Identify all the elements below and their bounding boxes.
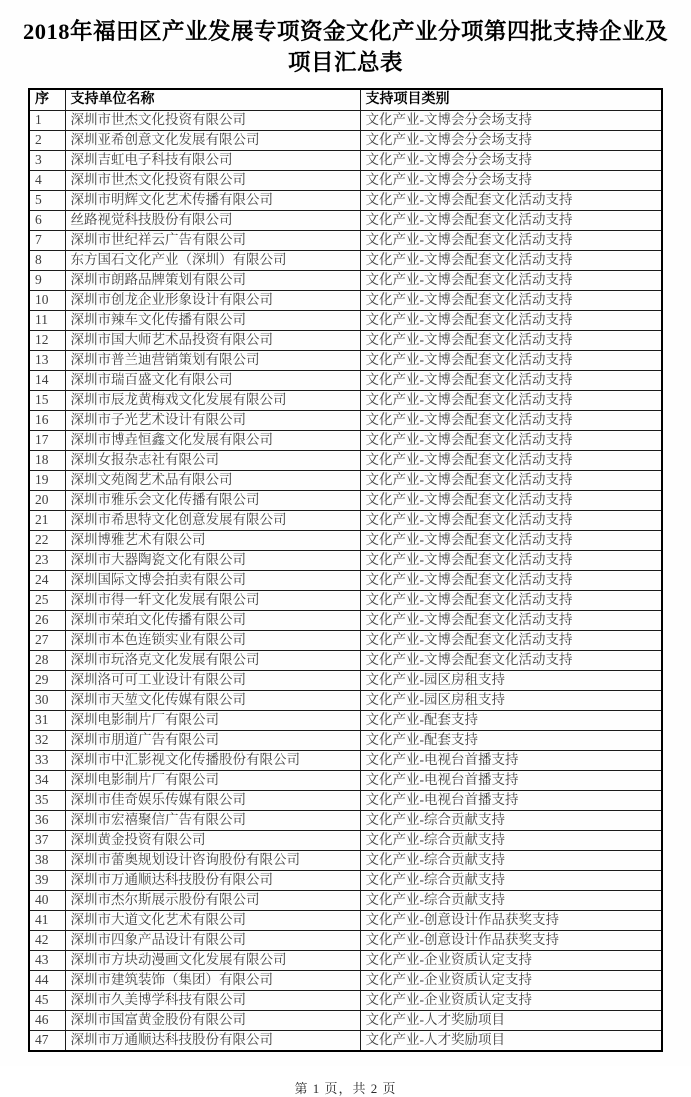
company-name: 深圳市万通顺达科技股份有限公司 — [65, 870, 360, 890]
row-number: 9 — [29, 270, 65, 290]
company-name: 深圳市普兰迪营销策划有限公司 — [65, 350, 360, 370]
project-category: 文化产业-文博会配套文化活动支持 — [360, 570, 662, 590]
table-row — [29, 830, 662, 850]
table-row — [29, 130, 662, 150]
row-number: 44 — [29, 970, 65, 990]
company-name: 深圳黄金投资有限公司 — [65, 830, 360, 850]
company-name: 深圳国际文博会拍卖有限公司 — [65, 570, 360, 590]
table-row — [29, 910, 662, 930]
project-category: 文化产业-电视台首播支持 — [360, 770, 662, 790]
row-number: 3 — [29, 150, 65, 170]
project-category: 文化产业-文博会配套文化活动支持 — [360, 430, 662, 450]
row-number: 34 — [29, 770, 65, 790]
table-row — [29, 490, 662, 510]
row-number: 20 — [29, 490, 65, 510]
company-name: 深圳市朋道广告有限公司 — [65, 730, 360, 750]
row-number: 22 — [29, 530, 65, 550]
row-number: 32 — [29, 730, 65, 750]
company-name: 深圳市博垚恒鑫文化发展有限公司 — [65, 430, 360, 450]
project-category: 文化产业-文博会配套文化活动支持 — [360, 450, 662, 470]
company-name: 深圳文苑阁艺术品有限公司 — [65, 470, 360, 490]
row-number: 29 — [29, 670, 65, 690]
table-row — [29, 670, 662, 690]
company-name: 深圳市瑞百盛文化有限公司 — [65, 370, 360, 390]
page-title: 2018年福田区产业发展专项资金文化产业分项第四批支持企业及项目汇总表 — [22, 19, 668, 76]
row-number: 19 — [29, 470, 65, 490]
table-row — [29, 530, 662, 550]
row-number: 47 — [29, 1030, 65, 1051]
company-name: 深圳市宏禧聚信广告有限公司 — [65, 810, 360, 830]
row-number: 35 — [29, 790, 65, 810]
project-category: 文化产业-文博会配套文化活动支持 — [360, 510, 662, 530]
company-name: 深圳市世杰文化投资有限公司 — [65, 110, 360, 130]
row-number: 10 — [29, 290, 65, 310]
table-row — [29, 230, 662, 250]
project-category: 文化产业-文博会配套文化活动支持 — [360, 230, 662, 250]
row-number: 16 — [29, 410, 65, 430]
company-name: 深圳市建筑装饰（集团）有限公司 — [65, 970, 360, 990]
company-name: 深圳市国大师艺术品投资有限公司 — [65, 330, 360, 350]
company-name: 深圳电影制片厂有限公司 — [65, 710, 360, 730]
project-category: 文化产业-文博会配套文化活动支持 — [360, 530, 662, 550]
company-name: 深圳亚希创意文化发展有限公司 — [65, 130, 360, 150]
row-number: 17 — [29, 430, 65, 450]
table-row — [29, 370, 662, 390]
project-category: 文化产业-文博会配套文化活动支持 — [360, 610, 662, 630]
table-row — [29, 930, 662, 950]
table-row — [29, 570, 662, 590]
table-row — [29, 410, 662, 430]
row-number: 27 — [29, 630, 65, 650]
row-number: 4 — [29, 170, 65, 190]
company-name: 深圳市蕾奥规划设计咨询股份有限公司 — [65, 850, 360, 870]
row-number: 18 — [29, 450, 65, 470]
project-category: 文化产业-综合贡献支持 — [360, 890, 662, 910]
summary-table — [28, 88, 663, 1052]
header-seq: 序 — [29, 89, 65, 110]
row-number: 13 — [29, 350, 65, 370]
row-number: 37 — [29, 830, 65, 850]
project-category: 文化产业-文博会分会场支持 — [360, 170, 662, 190]
table-row — [29, 990, 662, 1010]
table-row — [29, 390, 662, 410]
company-name: 深圳市明辉文化艺术传播有限公司 — [65, 190, 360, 210]
project-category: 文化产业-综合贡献支持 — [360, 810, 662, 830]
row-number: 46 — [29, 1010, 65, 1030]
row-number: 7 — [29, 230, 65, 250]
table-row — [29, 970, 662, 990]
project-category: 文化产业-企业资质认定支持 — [360, 950, 662, 970]
project-category: 文化产业-文博会配套文化活动支持 — [360, 470, 662, 490]
row-number: 14 — [29, 370, 65, 390]
project-category: 文化产业-文博会配套文化活动支持 — [360, 630, 662, 650]
company-name: 深圳电影制片厂有限公司 — [65, 770, 360, 790]
project-category: 文化产业-人才奖励项目 — [360, 1030, 662, 1051]
table-row — [29, 750, 662, 770]
project-category: 文化产业-电视台首播支持 — [360, 750, 662, 770]
row-number: 8 — [29, 250, 65, 270]
project-category: 文化产业-综合贡献支持 — [360, 850, 662, 870]
table-row — [29, 550, 662, 570]
project-category: 文化产业-文博会配套文化活动支持 — [360, 550, 662, 570]
company-name: 深圳市国富黄金股份有限公司 — [65, 1010, 360, 1030]
table-row — [29, 150, 662, 170]
company-name: 深圳市玩洛克文化发展有限公司 — [65, 650, 360, 670]
table-row — [29, 730, 662, 750]
row-number: 30 — [29, 690, 65, 710]
company-name: 深圳市创龙企业形象设计有限公司 — [65, 290, 360, 310]
header-category: 支持项目类别 — [360, 89, 662, 110]
row-number: 39 — [29, 870, 65, 890]
table-row — [29, 890, 662, 910]
row-number: 41 — [29, 910, 65, 930]
table-row — [29, 770, 662, 790]
company-name: 深圳市朗路品牌策划有限公司 — [65, 270, 360, 290]
row-number: 21 — [29, 510, 65, 530]
table-row — [29, 610, 662, 630]
project-category: 文化产业-文博会配套文化活动支持 — [360, 370, 662, 390]
table-row — [29, 430, 662, 450]
row-number: 28 — [29, 650, 65, 670]
project-category: 文化产业-配套支持 — [360, 730, 662, 750]
table-row — [29, 190, 662, 210]
company-name: 深圳市世纪祥云广告有限公司 — [65, 230, 360, 250]
company-name: 深圳市希思特文化创意发展有限公司 — [65, 510, 360, 530]
project-category: 文化产业-文博会分会场支持 — [360, 150, 662, 170]
table-row — [29, 270, 662, 290]
row-number: 2 — [29, 130, 65, 150]
company-name: 深圳市辰龙黄梅戏文化发展有限公司 — [65, 390, 360, 410]
company-name: 深圳市得一轩文化发展有限公司 — [65, 590, 360, 610]
project-category: 文化产业-企业资质认定支持 — [360, 970, 662, 990]
table-row — [29, 1010, 662, 1030]
project-category: 文化产业-创意设计作品获奖支持 — [360, 910, 662, 930]
table-row — [29, 470, 662, 490]
table-row — [29, 1030, 662, 1051]
company-name: 深圳市子光艺术设计有限公司 — [65, 410, 360, 430]
table-row — [29, 510, 662, 530]
table-row — [29, 870, 662, 890]
table-row — [29, 350, 662, 370]
header-company: 支持单位名称 — [65, 89, 360, 110]
company-name: 深圳市本色连锁实业有限公司 — [65, 630, 360, 650]
company-name: 深圳市万通顺达科技股份有限公司 — [65, 1030, 360, 1051]
project-category: 文化产业-电视台首播支持 — [360, 790, 662, 810]
row-number: 11 — [29, 310, 65, 330]
company-name: 深圳吉虹电子科技有限公司 — [65, 150, 360, 170]
company-name: 深圳市天堃文化传媒有限公司 — [65, 690, 360, 710]
table-row — [29, 310, 662, 330]
row-number: 1 — [29, 110, 65, 130]
table-row — [29, 690, 662, 710]
table-row — [29, 710, 662, 730]
row-number: 23 — [29, 550, 65, 570]
row-number: 40 — [29, 890, 65, 910]
row-number: 5 — [29, 190, 65, 210]
company-name: 深圳市方块动漫画文化发展有限公司 — [65, 950, 360, 970]
project-category: 文化产业-文博会配套文化活动支持 — [360, 490, 662, 510]
row-number: 15 — [29, 390, 65, 410]
project-category: 文化产业-文博会配套文化活动支持 — [360, 270, 662, 290]
header-row — [29, 89, 662, 110]
company-name: 深圳市杰尔斯展示股份有限公司 — [65, 890, 360, 910]
row-number: 12 — [29, 330, 65, 350]
table-row — [29, 170, 662, 190]
company-name: 深圳市大道文化艺术有限公司 — [65, 910, 360, 930]
project-category: 文化产业-文博会配套文化活动支持 — [360, 350, 662, 370]
row-number: 45 — [29, 990, 65, 1010]
project-category: 文化产业-人才奖励项目 — [360, 1010, 662, 1030]
project-category: 文化产业-文博会配套文化活动支持 — [360, 390, 662, 410]
row-number: 43 — [29, 950, 65, 970]
company-name: 深圳市辣车文化传播有限公司 — [65, 310, 360, 330]
table-row — [29, 810, 662, 830]
company-name: 深圳市大器陶瓷文化有限公司 — [65, 550, 360, 570]
row-number: 31 — [29, 710, 65, 730]
company-name: 深圳市四象产品设计有限公司 — [65, 930, 360, 950]
company-name: 深圳博雅艺术有限公司 — [65, 530, 360, 550]
company-name: 深圳市佳奇娱乐传媒有限公司 — [65, 790, 360, 810]
project-category: 文化产业-文博会配套文化活动支持 — [360, 210, 662, 230]
project-category: 文化产业-文博会配套文化活动支持 — [360, 650, 662, 670]
row-number: 25 — [29, 590, 65, 610]
company-name: 深圳市荣珀文化传播有限公司 — [65, 610, 360, 630]
table-row — [29, 110, 662, 130]
page-number: 第 1 页，共 2 页 — [294, 1080, 397, 1096]
company-name: 深圳市中汇影视文化传播股份有限公司 — [65, 750, 360, 770]
table-row — [29, 210, 662, 230]
row-number: 38 — [29, 850, 65, 870]
company-name: 深圳洛可可工业设计有限公司 — [65, 670, 360, 690]
project-category: 文化产业-文博会分会场支持 — [360, 110, 662, 130]
company-name: 深圳市久美博学科技有限公司 — [65, 990, 360, 1010]
project-category: 文化产业-文博会配套文化活动支持 — [360, 190, 662, 210]
project-category: 文化产业-文博会配套文化活动支持 — [360, 590, 662, 610]
project-category: 文化产业-文博会配套文化活动支持 — [360, 330, 662, 350]
table-row — [29, 590, 662, 610]
company-name: 深圳市世杰文化投资有限公司 — [65, 170, 360, 190]
row-number: 42 — [29, 930, 65, 950]
project-category: 文化产业-文博会配套文化活动支持 — [360, 310, 662, 330]
project-category: 文化产业-文博会配套文化活动支持 — [360, 410, 662, 430]
table-row — [29, 850, 662, 870]
company-name: 东方国石文化产业（深圳）有限公司 — [65, 250, 360, 270]
company-name: 丝路视觉科技股份有限公司 — [65, 210, 360, 230]
project-category: 文化产业-配套支持 — [360, 710, 662, 730]
table-row — [29, 290, 662, 310]
table-row — [29, 450, 662, 470]
table-header — [29, 89, 662, 110]
table-row — [29, 330, 662, 350]
row-number: 33 — [29, 750, 65, 770]
project-category: 文化产业-企业资质认定支持 — [360, 990, 662, 1010]
project-category: 文化产业-园区房租支持 — [360, 690, 662, 710]
table-body — [29, 110, 662, 1051]
company-name: 深圳女报杂志社有限公司 — [65, 450, 360, 470]
row-number: 24 — [29, 570, 65, 590]
row-number: 36 — [29, 810, 65, 830]
project-category: 文化产业-综合贡献支持 — [360, 830, 662, 850]
table-row — [29, 790, 662, 810]
company-name: 深圳市雅乐会文化传播有限公司 — [65, 490, 360, 510]
table-row — [29, 250, 662, 270]
table-row — [29, 650, 662, 670]
project-category: 文化产业-文博会分会场支持 — [360, 130, 662, 150]
project-category: 文化产业-综合贡献支持 — [360, 870, 662, 890]
project-category: 文化产业-园区房租支持 — [360, 670, 662, 690]
row-number: 26 — [29, 610, 65, 630]
table-row — [29, 950, 662, 970]
project-category: 文化产业-文博会配套文化活动支持 — [360, 250, 662, 270]
project-category: 文化产业-文博会配套文化活动支持 — [360, 290, 662, 310]
project-category: 文化产业-创意设计作品获奖支持 — [360, 930, 662, 950]
row-number: 6 — [29, 210, 65, 230]
table-row — [29, 630, 662, 650]
